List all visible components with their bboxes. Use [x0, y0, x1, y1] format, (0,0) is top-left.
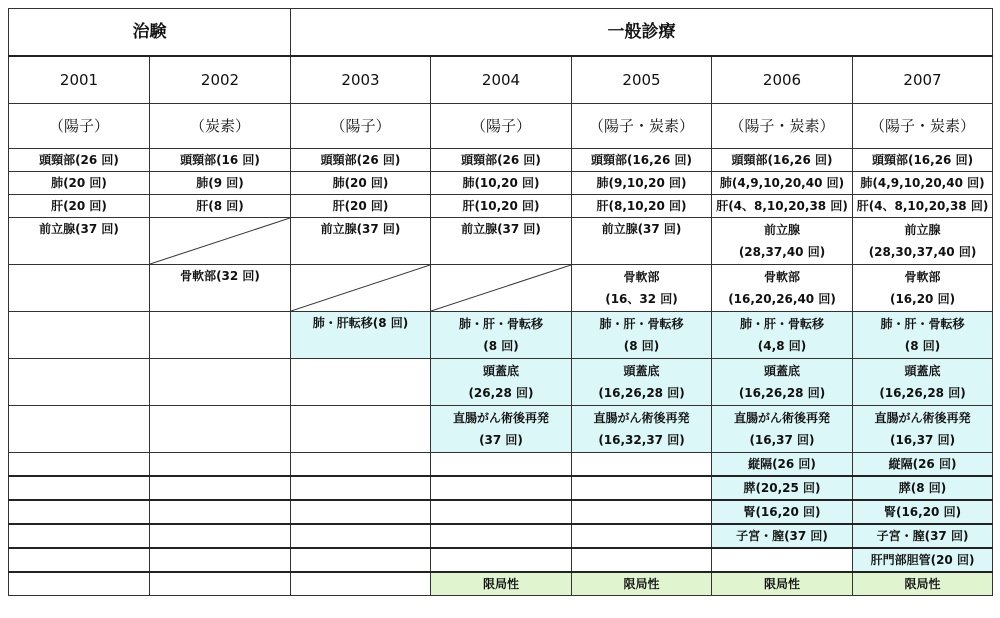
pancreas-2003-empty [291, 476, 431, 500]
metastasis-2005-name: 肺・肝・骨転移 [599, 317, 684, 331]
mediastinum-2007: 縦隔(26 回) [853, 453, 993, 477]
lung-2007: 肺(4,9,10,20,40 回) [853, 172, 993, 195]
bone-soft-2005-name: 骨軟部 [623, 270, 660, 284]
kidney-2005-empty [572, 500, 712, 524]
head-neck-2007: 頭頸部(16,26 回) [853, 149, 993, 172]
skull-base-2005-name: 頭蓋底 [623, 364, 660, 378]
head-neck-2003: 頭頸部(26 回) [291, 149, 431, 172]
metastasis-2007 [853, 312, 993, 359]
skull-base-2004-name: 頭蓋底 [482, 364, 519, 378]
prostate-2004: 前立腺(37 回) [431, 218, 572, 265]
uterus-2006: 子宮・膣(37 回) [712, 524, 853, 548]
diagonal-line [150, 218, 290, 264]
prostate-2002-empty [150, 218, 291, 265]
bone-soft-2007 [853, 265, 993, 312]
kidney-2002-empty [150, 500, 291, 524]
uterus-row [9, 524, 993, 548]
pancreas-2004-empty [431, 476, 572, 500]
diagonal-line [291, 265, 430, 311]
hilar-2007: 肝門部胆管(20 回) [853, 548, 993, 572]
year-row [9, 56, 993, 104]
rectal-2005-fractions: (16,32,37 回) [598, 433, 685, 447]
skull-base-2006 [712, 359, 853, 406]
mediastinum-2001-empty [9, 453, 150, 477]
skull-base-2004-fractions: (26,28 回) [468, 386, 534, 400]
particle-2007: （陽子・炭素） [853, 104, 993, 149]
hilar-2001-empty [9, 548, 150, 572]
uterus-2004-empty [431, 524, 572, 548]
skull-base-2005 [572, 359, 712, 406]
metastasis-2006-name: 肺・肝・骨転移 [739, 317, 824, 331]
hilar-2002-empty [150, 548, 291, 572]
lung-2003: 肺(20 回) [291, 172, 431, 195]
metastasis-2004-fractions: (8 回) [483, 339, 519, 353]
limited-2002-empty [150, 572, 291, 596]
prostate-2006-name: 前立腺 [763, 223, 800, 237]
bone-soft-2001-empty [9, 265, 150, 312]
head-neck-2006: 頭頸部(16,26 回) [712, 149, 853, 172]
prostate-2005: 前立腺(37 回) [572, 218, 712, 265]
rectal-2006-fractions: (16,37 回) [749, 433, 815, 447]
kidney-2007: 腎(16,20 回) [853, 500, 993, 524]
rectal-2003-empty [291, 406, 431, 453]
kidney-2006: 腎(16,20 回) [712, 500, 853, 524]
kidney-row [9, 500, 993, 524]
bone-soft-2006-fractions: (16,20,26,40 回) [728, 292, 836, 306]
treatment-history-table [8, 8, 993, 596]
rectal-2006-name: 直腸がん術後再発 [733, 411, 830, 425]
liver-2007: 肝(4、8,10,20,38 回) [853, 195, 993, 218]
particle-2003: （陽子） [291, 104, 431, 149]
skull-base-2001-empty [9, 359, 150, 406]
liver-2001: 肝(20 回) [9, 195, 150, 218]
pancreas-2002-empty [150, 476, 291, 500]
kidney-2001-empty [9, 500, 150, 524]
limited-2005: 限局性 [572, 572, 712, 596]
liver-2006: 肝(4、8,10,20,38 回) [712, 195, 853, 218]
year-2005: 2005 [572, 56, 712, 104]
limited-2007: 限局性 [853, 572, 993, 596]
rectal-2007-name: 直腸がん術後再発 [874, 411, 971, 425]
rectal-2007-fractions: (16,37 回) [889, 433, 956, 447]
bone-soft-2004-empty [431, 265, 572, 312]
prostate-2003: 前立腺(37 回) [291, 218, 431, 265]
metastasis-2004 [431, 312, 572, 359]
rectal-2005-name: 直腸がん術後再発 [593, 411, 690, 425]
limited-2004: 限局性 [431, 572, 572, 596]
rectal-2001-empty [9, 406, 150, 453]
particle-2006: （陽子・炭素） [712, 104, 853, 149]
limited-2003-empty [291, 572, 431, 596]
year-2007: 2007 [853, 56, 993, 104]
liver-2002: 肝(8 回) [150, 195, 291, 218]
mediastinum-2005-empty [572, 453, 712, 477]
bone-soft-2006-name: 骨軟部 [763, 270, 800, 284]
uterus-2007: 子宮・膣(37 回) [853, 524, 993, 548]
metastasis-2007-fractions: (8 回) [904, 339, 941, 353]
prostate-row [9, 218, 993, 265]
bone-soft-2005-fractions: (16、32 回) [605, 292, 678, 306]
bone-soft-2003-empty [291, 265, 431, 312]
bone-soft-2005 [572, 265, 712, 312]
lung-2001: 肺(20 回) [9, 172, 150, 195]
hilar-2006-empty [712, 548, 853, 572]
skull-base-2005-fractions: (16,26,28 回) [598, 386, 685, 400]
hilar-2003-empty [291, 548, 431, 572]
head-neck-row [9, 149, 993, 172]
metastasis-2007-name: 肺・肝・骨転移 [880, 317, 965, 331]
prostate-2001: 前立腺(37 回) [9, 218, 150, 265]
skull-base-2003-empty [291, 359, 431, 406]
pancreas-2006: 膵(20,25 回) [712, 476, 853, 500]
metastasis-2006 [712, 312, 853, 359]
metastasis-2004-name: 肺・肝・骨転移 [458, 317, 543, 331]
rectal-2006 [712, 406, 853, 453]
uterus-2003-empty [291, 524, 431, 548]
rectal-2007 [853, 406, 993, 453]
hilar-row [9, 548, 993, 572]
metastasis-2002-empty [150, 312, 291, 359]
trial-header: 治験 [9, 9, 291, 57]
uterus-2001-empty [9, 524, 150, 548]
rectal-2004 [431, 406, 572, 453]
mediastinum-2003-empty [291, 453, 431, 477]
particle-2002: （炭素） [150, 104, 291, 149]
bone-soft-2006 [712, 265, 853, 312]
liver-row [9, 195, 993, 218]
rectal-2002-empty [150, 406, 291, 453]
head-neck-2004: 頭頸部(26 回) [431, 149, 572, 172]
year-2001: 2001 [9, 56, 150, 104]
pancreas-2001-empty [9, 476, 150, 500]
general-treatment-header: 一般診療 [291, 9, 993, 57]
limited-2006: 限局性 [712, 572, 853, 596]
skull-base-2006-name: 頭蓋底 [763, 364, 800, 378]
year-2004: 2004 [431, 56, 572, 104]
limited-row [9, 572, 993, 596]
skull-base-row [9, 359, 993, 406]
lung-2006: 肺(4,9,10,20,40 回) [712, 172, 853, 195]
prostate-2006-fractions: (28,37,40 回) [738, 245, 826, 259]
lung-2005: 肺(9,10,20 回) [572, 172, 712, 195]
mediastinum-2002-empty [150, 453, 291, 477]
head-neck-2002: 頭頸部(16 回) [150, 149, 291, 172]
bone-soft-row [9, 265, 993, 312]
particle-2004: （陽子） [431, 104, 572, 149]
uterus-2002-empty [150, 524, 291, 548]
prostate-2007-name: 前立腺 [904, 223, 941, 237]
mediastinum-row [9, 453, 993, 477]
metastasis-2006-fractions: (4,8 回) [757, 339, 807, 353]
uterus-2005-empty [572, 524, 712, 548]
rectal-2005 [572, 406, 712, 453]
pancreas-row [9, 476, 993, 500]
head-neck-2001: 頭頸部(26 回) [9, 149, 150, 172]
skull-base-2007-fractions: (16,26,28 回) [879, 386, 966, 400]
hilar-2005-empty [572, 548, 712, 572]
mediastinum-2004-empty [431, 453, 572, 477]
metastasis-2005 [572, 312, 712, 359]
skull-base-2004 [431, 359, 572, 406]
metastasis-row [9, 312, 993, 359]
lung-row [9, 172, 993, 195]
lung-2004: 肺(10,20 回) [431, 172, 572, 195]
rectal-2004-fractions: (37 回) [479, 433, 523, 447]
phase-header-row [9, 9, 993, 57]
metastasis-2005-fractions: (8 回) [623, 339, 660, 353]
particle-2005: （陽子・炭素） [572, 104, 712, 149]
skull-base-2006-fractions: (16,26,28 回) [738, 386, 826, 400]
diagonal-line [431, 265, 571, 311]
particle-row [9, 104, 993, 149]
kidney-2004-empty [431, 500, 572, 524]
pancreas-2007: 膵(8 回) [853, 476, 993, 500]
bone-soft-2007-name: 骨軟部 [904, 270, 941, 284]
treatment-table-container [8, 8, 992, 596]
liver-2003: 肝(20 回) [291, 195, 431, 218]
skull-base-2007 [853, 359, 993, 406]
metastasis-2003: 肺・肝転移(8 回) [291, 312, 431, 359]
rectal-row [9, 406, 993, 453]
metastasis-2001-empty [9, 312, 150, 359]
head-neck-2005: 頭頸部(16,26 回) [572, 149, 712, 172]
prostate-2007 [853, 218, 993, 265]
kidney-2003-empty [291, 500, 431, 524]
year-2002: 2002 [150, 56, 291, 104]
hilar-2004-empty [431, 548, 572, 572]
skull-base-2007-name: 頭蓋底 [904, 364, 941, 378]
year-2003: 2003 [291, 56, 431, 104]
prostate-2007-fractions: (28,30,37,40 回) [868, 245, 977, 259]
liver-2004: 肝(10,20 回) [431, 195, 572, 218]
prostate-2006 [712, 218, 853, 265]
year-2006: 2006 [712, 56, 853, 104]
mediastinum-2006: 縦隔(26 回) [712, 453, 853, 477]
pancreas-2005-empty [572, 476, 712, 500]
lung-2002: 肺(9 回) [150, 172, 291, 195]
bone-soft-2002: 骨軟部(32 回) [150, 265, 291, 312]
bone-soft-2007-fractions: (16,20 回) [889, 292, 956, 306]
liver-2005: 肝(8,10,20 回) [572, 195, 712, 218]
skull-base-2002-empty [150, 359, 291, 406]
rectal-2004-name: 直腸がん術後再発 [452, 411, 549, 425]
particle-2001: （陽子） [9, 104, 150, 149]
limited-2001-empty [9, 572, 150, 596]
